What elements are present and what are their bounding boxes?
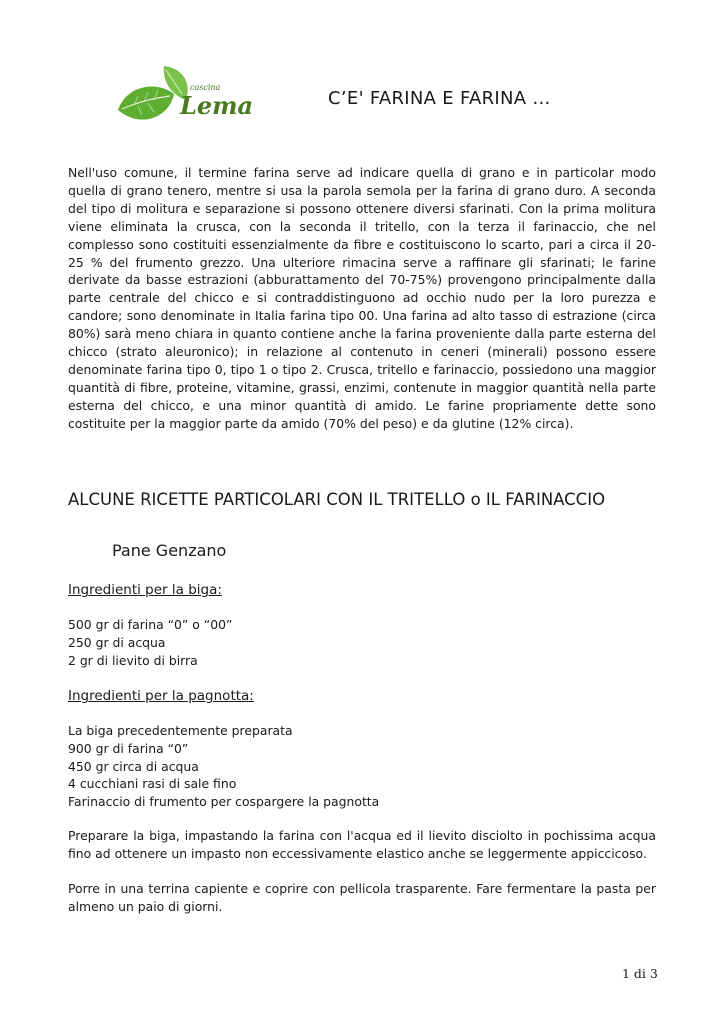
biga-ingredients-heading: Ingredienti per la biga:: [68, 582, 222, 598]
instructions-paragraph-1: Preparare la biga, impastando la farina con l'acqua ed il lievito disciolto in pochissima acqua fino ad ottenere un impasto non eccessivamente elastico anche se leggermente appiccicoso.: [68, 828, 656, 861]
intro-paragraph: Nell'uso comune, il termine farina serve ad indicare quella di grano e in particolar modo quella di grano tenero, mentre si usa la parola semola per la farina di grano duro. A seconda del tipo di molitura e separazione si possono ottenere diversi sfarinati. Con la prima molitura viene eliminata la crusca, con la seconda il tritello, con la terza il farinaccio, che nel complesso sono costituiti essenzialmente da fibre e costituiscono lo scarto, pari a circa il 20-25 % del frumento grezzo. Una ulteriore rimacina serve a raffinare gli sfarinati; le farine derivate da basse estrazioni (abburattamento del 70-75%) provengono principalmente dalla parte centrale del chicco e si contraddistinguono ad occhio nudo per la loro purezza e candore; sono denominate in Italia farina tipo 00. Una farina ad alto tasso di estrazione (circa 80%) sarà meno chiara in quanto contiene anche la farina proveniente dalla parte esterna del chicco (strato aleuronico); in relazione al contenuto in ceneri (minerali) possono essere denominate farina tipo 0, tipo 1 o tipo 2. Crusca, tritello e farinaccio, possiedono una maggior quantità di fibre, proteine, vitamine, grassi, enzimi, contenute in maggior quantità nella parte esterna del chicco, e una minor quantità di amido. Le farine propriamente dette sono costituite per la maggior parte da amido (70% del peso) e da glutine (12% circa).: [68, 165, 656, 431]
list-item: 500 gr di farina “0” o “00”: [68, 617, 233, 632]
pagnotta-ingredients-heading: Ingredienti per la pagnotta:: [68, 688, 254, 704]
biga-ingredients-list: [68, 616, 232, 669]
instructions-paragraph-2: Porre in una terrina capiente e coprire con pellicola trasparente. Fare fermentare la pasta per almeno un paio di giorni.: [68, 881, 656, 914]
logo-text-cascina: cascina: [190, 83, 221, 92]
page-title: C’E' FARINA E FARINA …: [328, 88, 551, 109]
cascina-lema-logo: [112, 60, 254, 140]
list-item: 2 gr di lievito di birra: [68, 652, 198, 668]
recipe-title: Pane Genzano: [112, 541, 227, 560]
section-title: ALCUNE RICETTE PARTICOLARI CON IL TRITELLO o IL FARINACCIO: [68, 490, 606, 509]
list-item: 4 cucchiani rasi di sale fino: [68, 776, 237, 792]
list-item: Farinaccio di frumento per cospargere la pagnotta: [68, 794, 380, 810]
logo-text-lema: Lema: [180, 91, 254, 120]
page-number: 1 di 3: [622, 966, 658, 981]
pagnotta-ingredients-list: [68, 722, 379, 811]
list-item: 250 gr di acqua: [68, 634, 166, 650]
leaf-logo-icon: [112, 60, 254, 140]
list-item: La biga precedentemente preparata: [68, 723, 293, 738]
list-item: 450 gr circa di acqua: [68, 758, 199, 774]
list-item: 900 gr di farina “0”: [68, 740, 189, 756]
